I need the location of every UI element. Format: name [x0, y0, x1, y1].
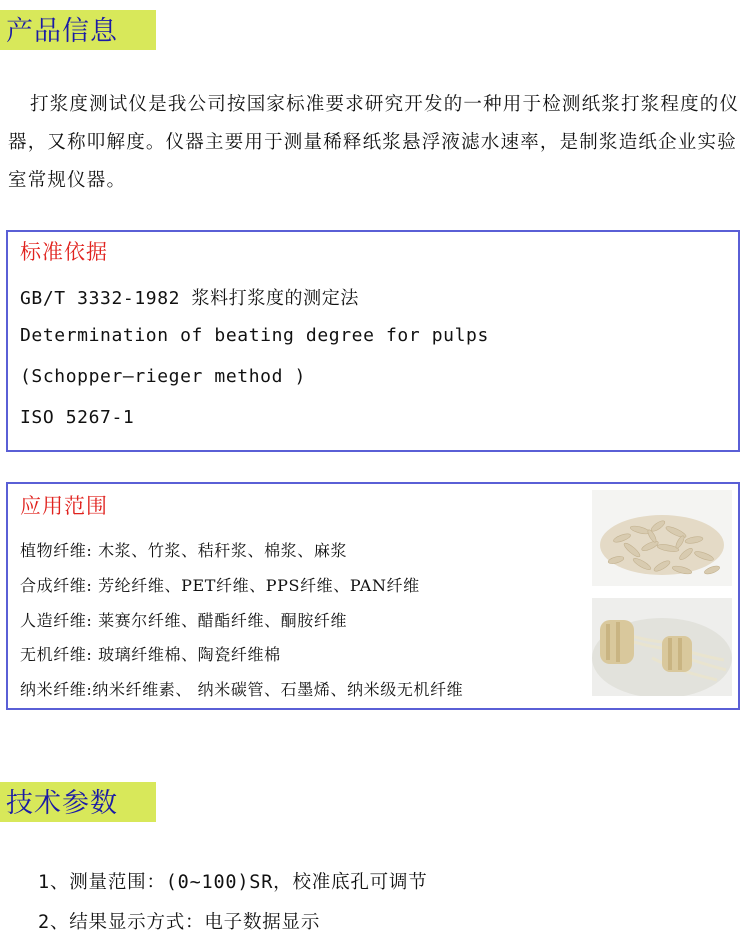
application-line: 合成纤维: 芳纶纤维、PET纤维、PPS纤维、PAN纤维 [20, 576, 420, 595]
application-box [6, 482, 740, 710]
standard-line: Determination of beating degree for pulps [20, 325, 489, 346]
tech-param-item: 1、测量范围：(0~100)SR，校准底孔可调节 [38, 872, 428, 893]
wood-chips-image [592, 490, 732, 586]
section-title-product-info: 产品信息 [0, 10, 156, 50]
application-line: 纳米纤维:纳米纤维素、 纳米碳管、石墨烯、纳米级无机纤维 [20, 680, 464, 699]
tech-param-item: 2、结果显示方式：电子数据显示 [38, 912, 321, 933]
application-title: 应用范围 [20, 494, 108, 518]
fiber-bundle-image [592, 598, 732, 696]
standard-line: GB/T 3332-1982 浆料打浆度的测定法 [20, 288, 359, 309]
application-line: 植物纤维: 木浆、竹浆、秸秆浆、棉浆、麻浆 [20, 541, 348, 560]
application-line: 无机纤维: 玻璃纤维棉、陶瓷纤维棉 [20, 645, 281, 664]
standard-title: 标准依据 [20, 240, 108, 264]
section-title-tech-params: 技术参数 [0, 782, 156, 822]
standard-box [6, 230, 740, 452]
intro-paragraph: 打浆度测试仪是我公司按国家标准要求研究开发的一种用于检测纸浆打浆程度的仪器，又称叩解度。仪器主要用于测量稀释纸浆悬浮液滤水速率，是制浆造纸企业实验室常规仪器。 [8, 94, 740, 191]
standard-line: (Schopper–rieger method ) [20, 366, 306, 387]
standard-line: ISO 5267-1 [20, 407, 135, 428]
application-line: 人造纤维: 莱赛尔纤维、醋酯纤维、酮胺纤维 [20, 611, 348, 630]
